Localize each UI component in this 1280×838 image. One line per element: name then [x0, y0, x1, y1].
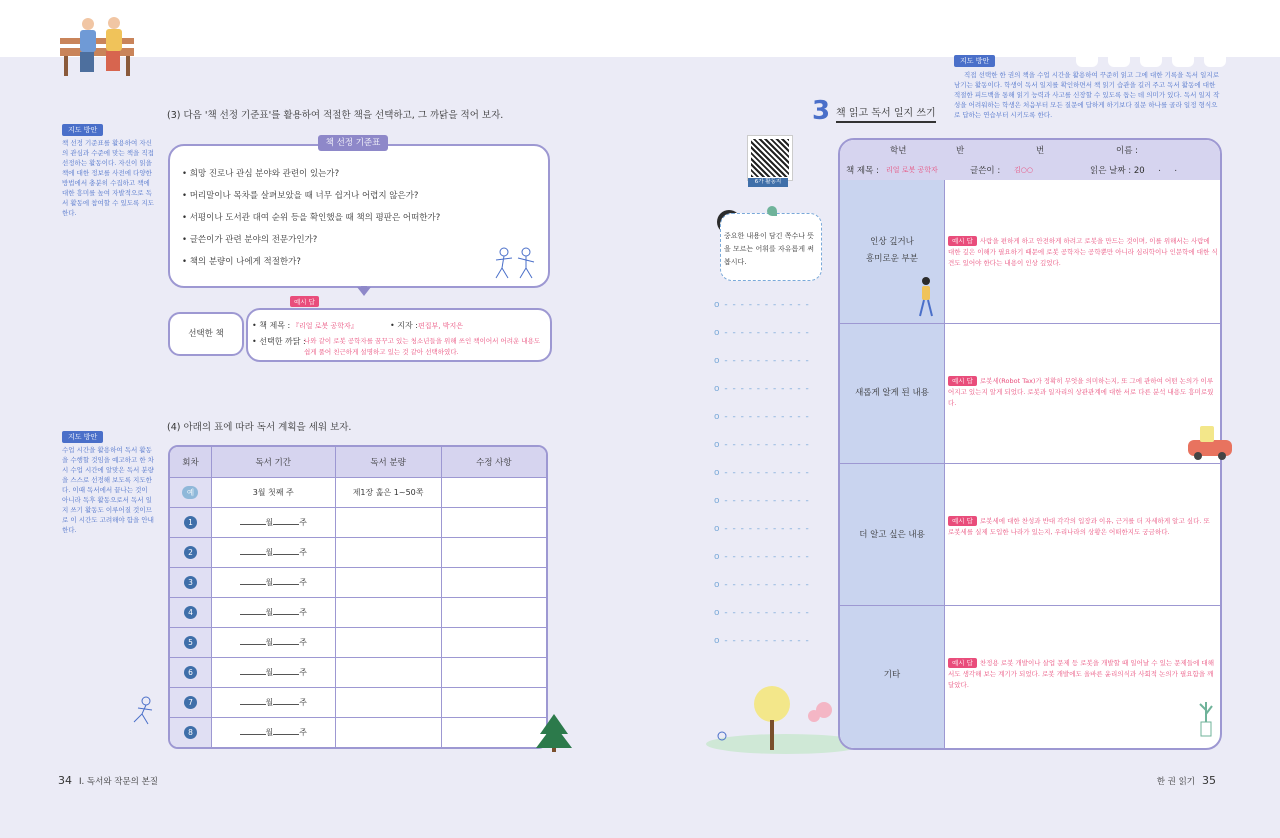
table-header-row [170, 447, 546, 477]
number-label: 번 [1036, 146, 1045, 156]
table-row [170, 627, 546, 657]
plant-illustration [1196, 696, 1216, 738]
guide-note: 수업 시간을 활용하여 독서 활동을 수행할 것임을 예고하고 한 차시 수업 시간에 알맞은 독서 분량을 스스로 선정해 보도록 지도한다. 이때 독서에서 끝나는 것이 아니라 독후 활동으로서 독서 일지 쓰기 활동도 이루어질 것이므로 이 시간도 고려해야 함을 안내한다. [62, 446, 154, 534]
arrow-down-icon [357, 287, 371, 296]
edit-cell[interactable] [441, 477, 546, 507]
period-cell[interactable]: 월 주 [211, 627, 335, 657]
note-line[interactable]: o - - - - - - - - - - - [714, 300, 810, 310]
period-cell[interactable]: 월 주 [211, 567, 335, 597]
period-cell[interactable]: 월 주 [211, 597, 335, 627]
guide-badge: 지도 방안 [62, 124, 103, 136]
page-footer-right [1157, 774, 1216, 787]
chapter-title: I. 독서와 작문의 본질 [79, 777, 159, 787]
note-line[interactable]: o - - - - - - - - - - - [714, 636, 810, 646]
column-header: 수정 사항 [441, 447, 546, 477]
amount-cell[interactable] [335, 627, 441, 657]
note-line[interactable]: o - - - - - - - - - - - [714, 496, 810, 506]
row-number: 1 [184, 516, 197, 529]
amount-cell[interactable] [335, 507, 441, 537]
row-number: 4 [184, 606, 197, 619]
journal-row-label: 더 알고 싶은 내용 [840, 464, 944, 605]
edit-cell[interactable] [441, 717, 546, 747]
guide-badge: 지도 방안 [954, 55, 995, 67]
edit-cell[interactable] [441, 537, 546, 567]
reading-journal [838, 138, 1222, 750]
bench-people-illustration [58, 16, 138, 78]
author-value: 편집부, 박지은 [418, 322, 464, 330]
book-value: 리얼 로봇 공학자 [886, 166, 938, 174]
question-3-title: (3) 다음 '책 선정 기준표'를 활용하여 적절한 책을 선택하고, 그 까닭을 적어 보자. [167, 110, 504, 121]
note-line[interactable]: o - - - - - - - - - - - [714, 552, 810, 562]
row-number: 3 [184, 576, 197, 589]
table-row [170, 477, 546, 507]
journal-row-label: 기타 [840, 606, 944, 750]
row-number: 예 [182, 486, 198, 499]
note-line[interactable]: o - - - - - - - - - - - [714, 412, 810, 422]
note-line[interactable]: o - - - - - - - - - - - [714, 468, 810, 478]
reason-label: • 선택한 까닭 : [252, 337, 306, 346]
row-number: 8 [184, 726, 197, 739]
note-bubble-text: 중요한 내용이 담긴 쪽수나 뜻을 모르는 어휘를 자유롭게 써 봅시다. [724, 232, 815, 266]
pin-icon [767, 206, 777, 216]
criteria-item: • 글쓴이가 관련 분야의 전문가인가? [182, 235, 318, 245]
tree-illustration [534, 712, 574, 752]
table-row [170, 567, 546, 597]
period-cell[interactable]: 월 주 [211, 657, 335, 687]
writer-label: 글쓴이 : [970, 166, 1001, 176]
amount-cell[interactable] [335, 657, 441, 687]
criteria-item: • 희망 진로나 관심 분야와 관련이 있는가? [182, 169, 340, 179]
amount-cell[interactable] [335, 597, 441, 627]
question-4-title: (4) 아래의 표에 따라 독서 계획을 세워 보자. [167, 422, 352, 433]
journal-entry-text[interactable]: 예시 답 로봇세(Robot Tax)가 정확히 무엇을 의미하는지, 또 그에 관하여 어떤 논의가 이루어지고 있는지 알게 되었다. 로봇과 일자리의 상관관계에 대한 서로 다른 분석 내용도 흥미로웠다. [948, 377, 1214, 407]
qr-code[interactable] [748, 136, 792, 180]
guide-note: 직접 선택한 한 권의 책을 수업 시간을 활용하여 꾸준히 읽고 그에 대한 기록을 독서 일지로 남기는 활동이다. 학생이 독서 일지를 확인하면서 책 읽기 습관을 길러 주고 독서 활동에 대한 적절한 피드백을 통해 읽기 능력과 사고를 신장할 수 있도록 돕는 데 의미가 있다. 독서 일지 작성을 어려워하는 학생은 처음부터 모든 질문에 답하게 하기보다 질문 하나를 골라 일정 형식으로 답하는 연습부터 시키도록 한다. [954, 71, 1220, 119]
note-line[interactable]: o - - - - - - - - - - - [714, 608, 810, 618]
journal-row-label: 새롭게 알게 된 내용 [840, 324, 944, 463]
edit-cell[interactable] [441, 627, 546, 657]
date-label: 읽은 날짜 : 20 [1090, 166, 1145, 176]
page-number: 34 [58, 774, 72, 787]
book-label: 책 제목 : [846, 166, 879, 176]
table-row [170, 507, 546, 537]
class-label: 반 [956, 146, 965, 156]
note-line[interactable]: o - - - - - - - - - - - [714, 440, 810, 450]
walking-student-illustration [914, 276, 938, 318]
amount-cell[interactable] [335, 687, 441, 717]
row-number: 7 [184, 696, 197, 709]
column-header: 회차 [170, 447, 211, 477]
journal-entry-text[interactable]: 예시 답 사람을 편하게 하고 안전하게 하려고 로봇을 만드는 것이며, 이를 위해서는 사람에 대한 깊은 이해가 필요하기 때문에 로봇 공학자는 공학뿐만 아니라 심리학이나 인문학에 대한 식견도 있어야 한다는 내용이 인상 깊었다. [948, 237, 1218, 267]
row-number: 5 [184, 636, 197, 649]
period-cell: 3월 첫째 주 [211, 477, 335, 507]
note-line[interactable]: o - - - - - - - - - - - [714, 356, 810, 366]
section-title: 책 읽고 독서 일지 쓰기 [836, 104, 936, 123]
period-cell[interactable]: 월 주 [211, 687, 335, 717]
table-row [170, 537, 546, 567]
edit-cell[interactable] [441, 657, 546, 687]
table-row [170, 657, 546, 687]
page-footer-left [58, 774, 158, 787]
tab-decoration [1140, 57, 1162, 67]
runner-illustration [130, 696, 156, 726]
reason-value: 나와 같이 로봇 공학자를 꿈꾸고 있는 청소년들을 위해 쓰인 책이어서 어려운 내용도 쉽게 풀어 친근하게 설명하고 있는 것 같아 선택하였다. [304, 337, 541, 356]
row-number: 6 [184, 666, 197, 679]
edit-cell[interactable] [441, 507, 546, 537]
edit-cell[interactable] [441, 597, 546, 627]
note-line[interactable]: o - - - - - - - - - - - [714, 384, 810, 394]
tab-decoration [1172, 57, 1194, 67]
period-cell[interactable]: 월 주 [211, 717, 335, 747]
grade-label: 학년 [890, 146, 907, 156]
book-title-label: • 책 제목 : [252, 321, 291, 330]
period-cell[interactable]: 월 주 [211, 507, 335, 537]
tab-decoration [1108, 57, 1130, 67]
note-line[interactable]: o - - - - - - - - - - - [714, 328, 810, 338]
note-line[interactable]: o - - - - - - - - - - - [714, 524, 810, 534]
writer-value: 김○○ [1014, 166, 1033, 174]
page-number: 35 [1202, 774, 1216, 787]
journal-entry-text[interactable]: 예시 답 찬정용 로봇 개발이나 살업 문제 등 로봇을 개발할 때 일어날 수 있는 문제들에 대해서도 생각해 보는 계기가 되었다. 로봇 개발에도 올바른 윤리의식과 사회적 논의가 필요함을 깨달았다. [948, 659, 1214, 689]
name-label: 이름 : [1116, 146, 1138, 156]
example-answer-badge: 예시 답 [290, 296, 319, 307]
criteria-title: 책 선정 기준표 [318, 135, 388, 151]
figures-illustration [492, 246, 538, 280]
tab-decoration [1076, 57, 1098, 67]
book-title-value: 『리얼 로봇 공학자』 [292, 322, 358, 330]
guide-badge: 지도 방안 [62, 431, 103, 443]
journal-row-label: 인상 깊거나 흥미로운 부분 [840, 180, 944, 323]
table-row [170, 597, 546, 627]
tab-decoration [1204, 57, 1226, 67]
row-number: 2 [184, 546, 197, 559]
amount-cell[interactable] [335, 717, 441, 747]
selected-book-label: 선택한 책 [168, 312, 244, 356]
section-number: 3 [812, 96, 831, 126]
footer-title: 한 권 읽기 [1156, 777, 1195, 787]
car-illustration [1186, 422, 1236, 462]
note-line[interactable]: o - - - - - - - - - - - [714, 580, 810, 590]
amount-cell: 제1장 훑은 1~50쪽 [335, 477, 441, 507]
criteria-item: • 책의 분량이 나에게 적절한가? [182, 257, 301, 267]
amount-cell[interactable] [335, 537, 441, 567]
top-strip [0, 0, 1280, 57]
author-label: • 지자 : [390, 321, 418, 330]
table-row [170, 717, 546, 747]
criteria-item: • 서평이나 도서관 대여 순위 등을 확인했을 때 책의 평판은 어떠한가? [182, 213, 441, 223]
guide-note: 책 선정 기준표를 활용하여 자신의 관심과 수준에 맞는 책을 직접 선정하는 활동이다. 자신이 읽을 책에 대한 정보를 사전에 다양한 방법에서 충분히 수집하고 책에 대한 흥미를 높여 자발적으로 독서 활동에 참여할 수 있도록 지도한다. [62, 139, 154, 217]
column-header: 독서 기간 [211, 447, 335, 477]
period-cell[interactable]: 월 주 [211, 537, 335, 567]
table-row [170, 687, 546, 717]
reading-plan-table [168, 445, 548, 749]
amount-cell[interactable] [335, 567, 441, 597]
edit-cell[interactable] [441, 567, 546, 597]
qr-label: 6가 활동지 [748, 178, 788, 187]
journal-entry-text[interactable]: 예시 답 로봇세에 대한 찬성과 반대 각각의 입장과 이유, 근거를 더 자세하게 알고 싶다. 또 로봇세를 실제 도입한 나라가 있는지, 우리나라의 상황은 어떠한지도 궁금하다. [948, 517, 1210, 536]
column-header: 독서 분량 [335, 447, 441, 477]
edit-cell[interactable] [441, 687, 546, 717]
date-value: . . . [1142, 164, 1178, 174]
criteria-item: • 머리말이나 목차를 살펴보았을 때 너무 쉽거나 어렵지 않은가? [182, 191, 419, 201]
